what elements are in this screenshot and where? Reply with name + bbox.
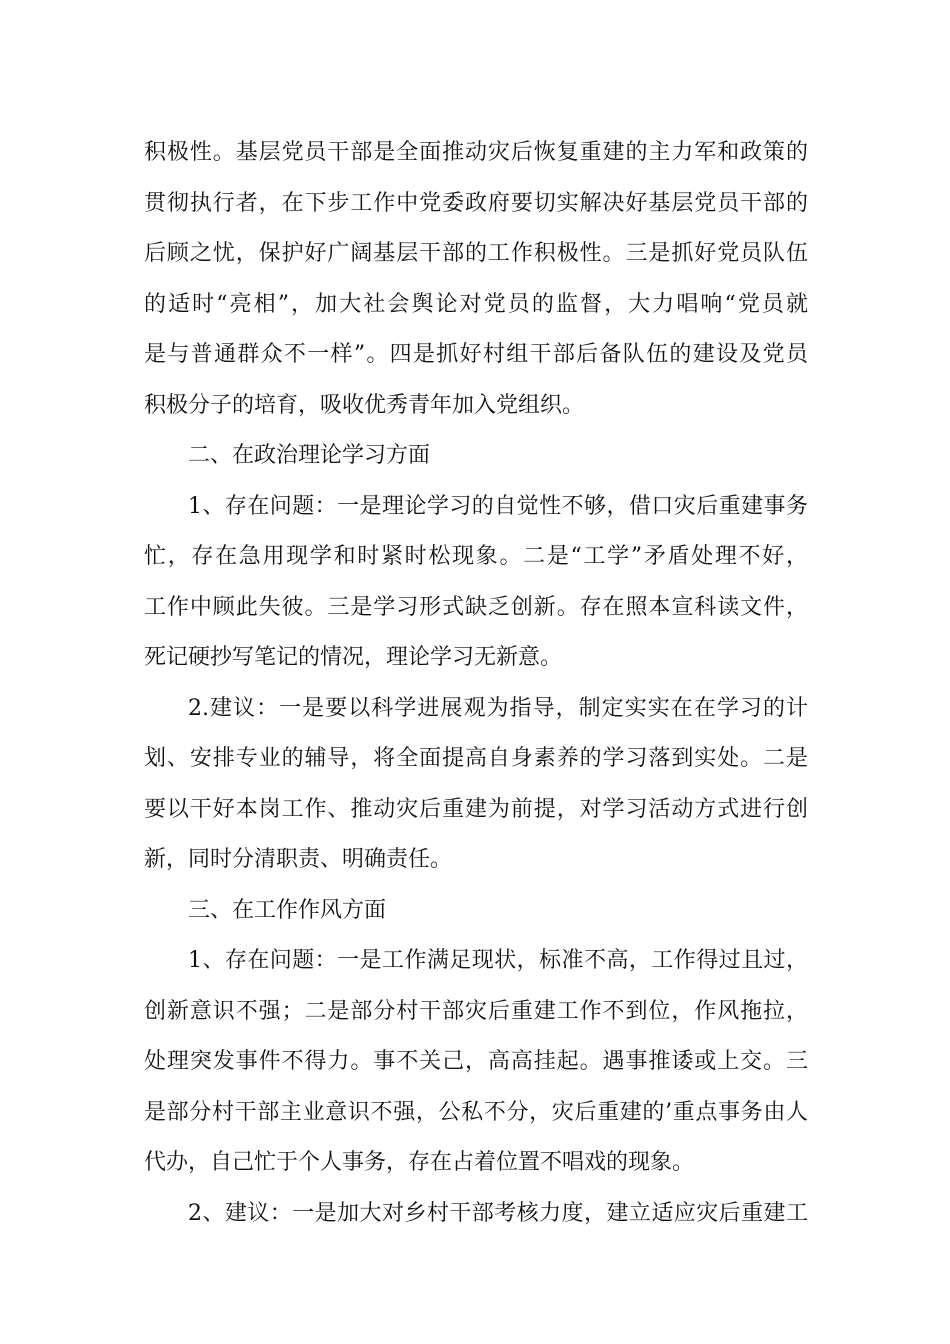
text-line: 代办，自己忙于个人事务，存在占着位置不唱戏的现象。 xyxy=(144,1150,695,1175)
text-line: 贯彻执行者，在下步工作中党委政府要切实解决好基层党员干部的 xyxy=(144,190,808,216)
text-line: 创新意识不强；二是部分村干部灾后重建工作不到位，作风拖拉， xyxy=(144,998,808,1024)
text-line: 1、存在问题：一是工作满足现状，标准不高，工作得过且过， xyxy=(188,948,808,973)
text-line: 积极性。基层党员干部是全面推动灾后恢复重建的主力军和政策的 xyxy=(144,140,808,165)
text-line: 积极分子的培育，吸收优秀青年加入党组织。 xyxy=(144,392,585,418)
text-line: 划、安排专业的辅导，将全面提高自身素养的学习落到实处。二是 xyxy=(144,746,808,771)
text-line: 处理突发事件不得力。事不关己，高高挂起。遇事推诿或上交。三 xyxy=(144,1049,808,1074)
section-heading: 三、在工作作风方面 xyxy=(188,897,387,923)
document-body xyxy=(144,128,808,1239)
text-line: 新，同时分清职责、明确责任。 xyxy=(144,847,453,872)
text-line: 是部分村干部主业意识不强，公私不分，灾后重建的’重点事务由人 xyxy=(144,1099,808,1125)
text-line: 死记硬抄写笔记的情况，理论学习无新意。 xyxy=(144,645,563,670)
text-line: 1、存在问题：一是理论学习的自觉性不够，借口灾后重建事务 xyxy=(188,493,808,519)
section-heading: 二、在政治理论学习方面 xyxy=(188,443,431,468)
text-line: 工作中顾此失彼。三是学习形式缺乏创新。存在照本宣科读文件， xyxy=(144,594,808,620)
text-line: 要以干好本岗工作、推动灾后重建为前提，对学习活动方式进行创 xyxy=(144,796,808,822)
text-line: 后顾之忧，保护好广阔基层干部的工作积极性。三是抓好党员队伍 xyxy=(144,241,808,266)
text-line: 忙，存在急用现学和时紧时松现象。二是“工学”矛盾处理不好， xyxy=(144,544,808,569)
text-line: 2.建议：一是要以科学进展观为指导，制定实实在在学习的计 xyxy=(188,695,808,721)
text-line: 是与普通群众不一样”。四是抓好村组干部后备队伍的建设及党员 xyxy=(144,342,808,367)
text-line: 2、建议：一是加大对乡村干部考核力度，建立适应灾后重建工 xyxy=(188,1200,808,1226)
text-line: 的适时“亮相”，加大社会舆论对党员的监督，大力唱响“党员就 xyxy=(144,291,808,317)
